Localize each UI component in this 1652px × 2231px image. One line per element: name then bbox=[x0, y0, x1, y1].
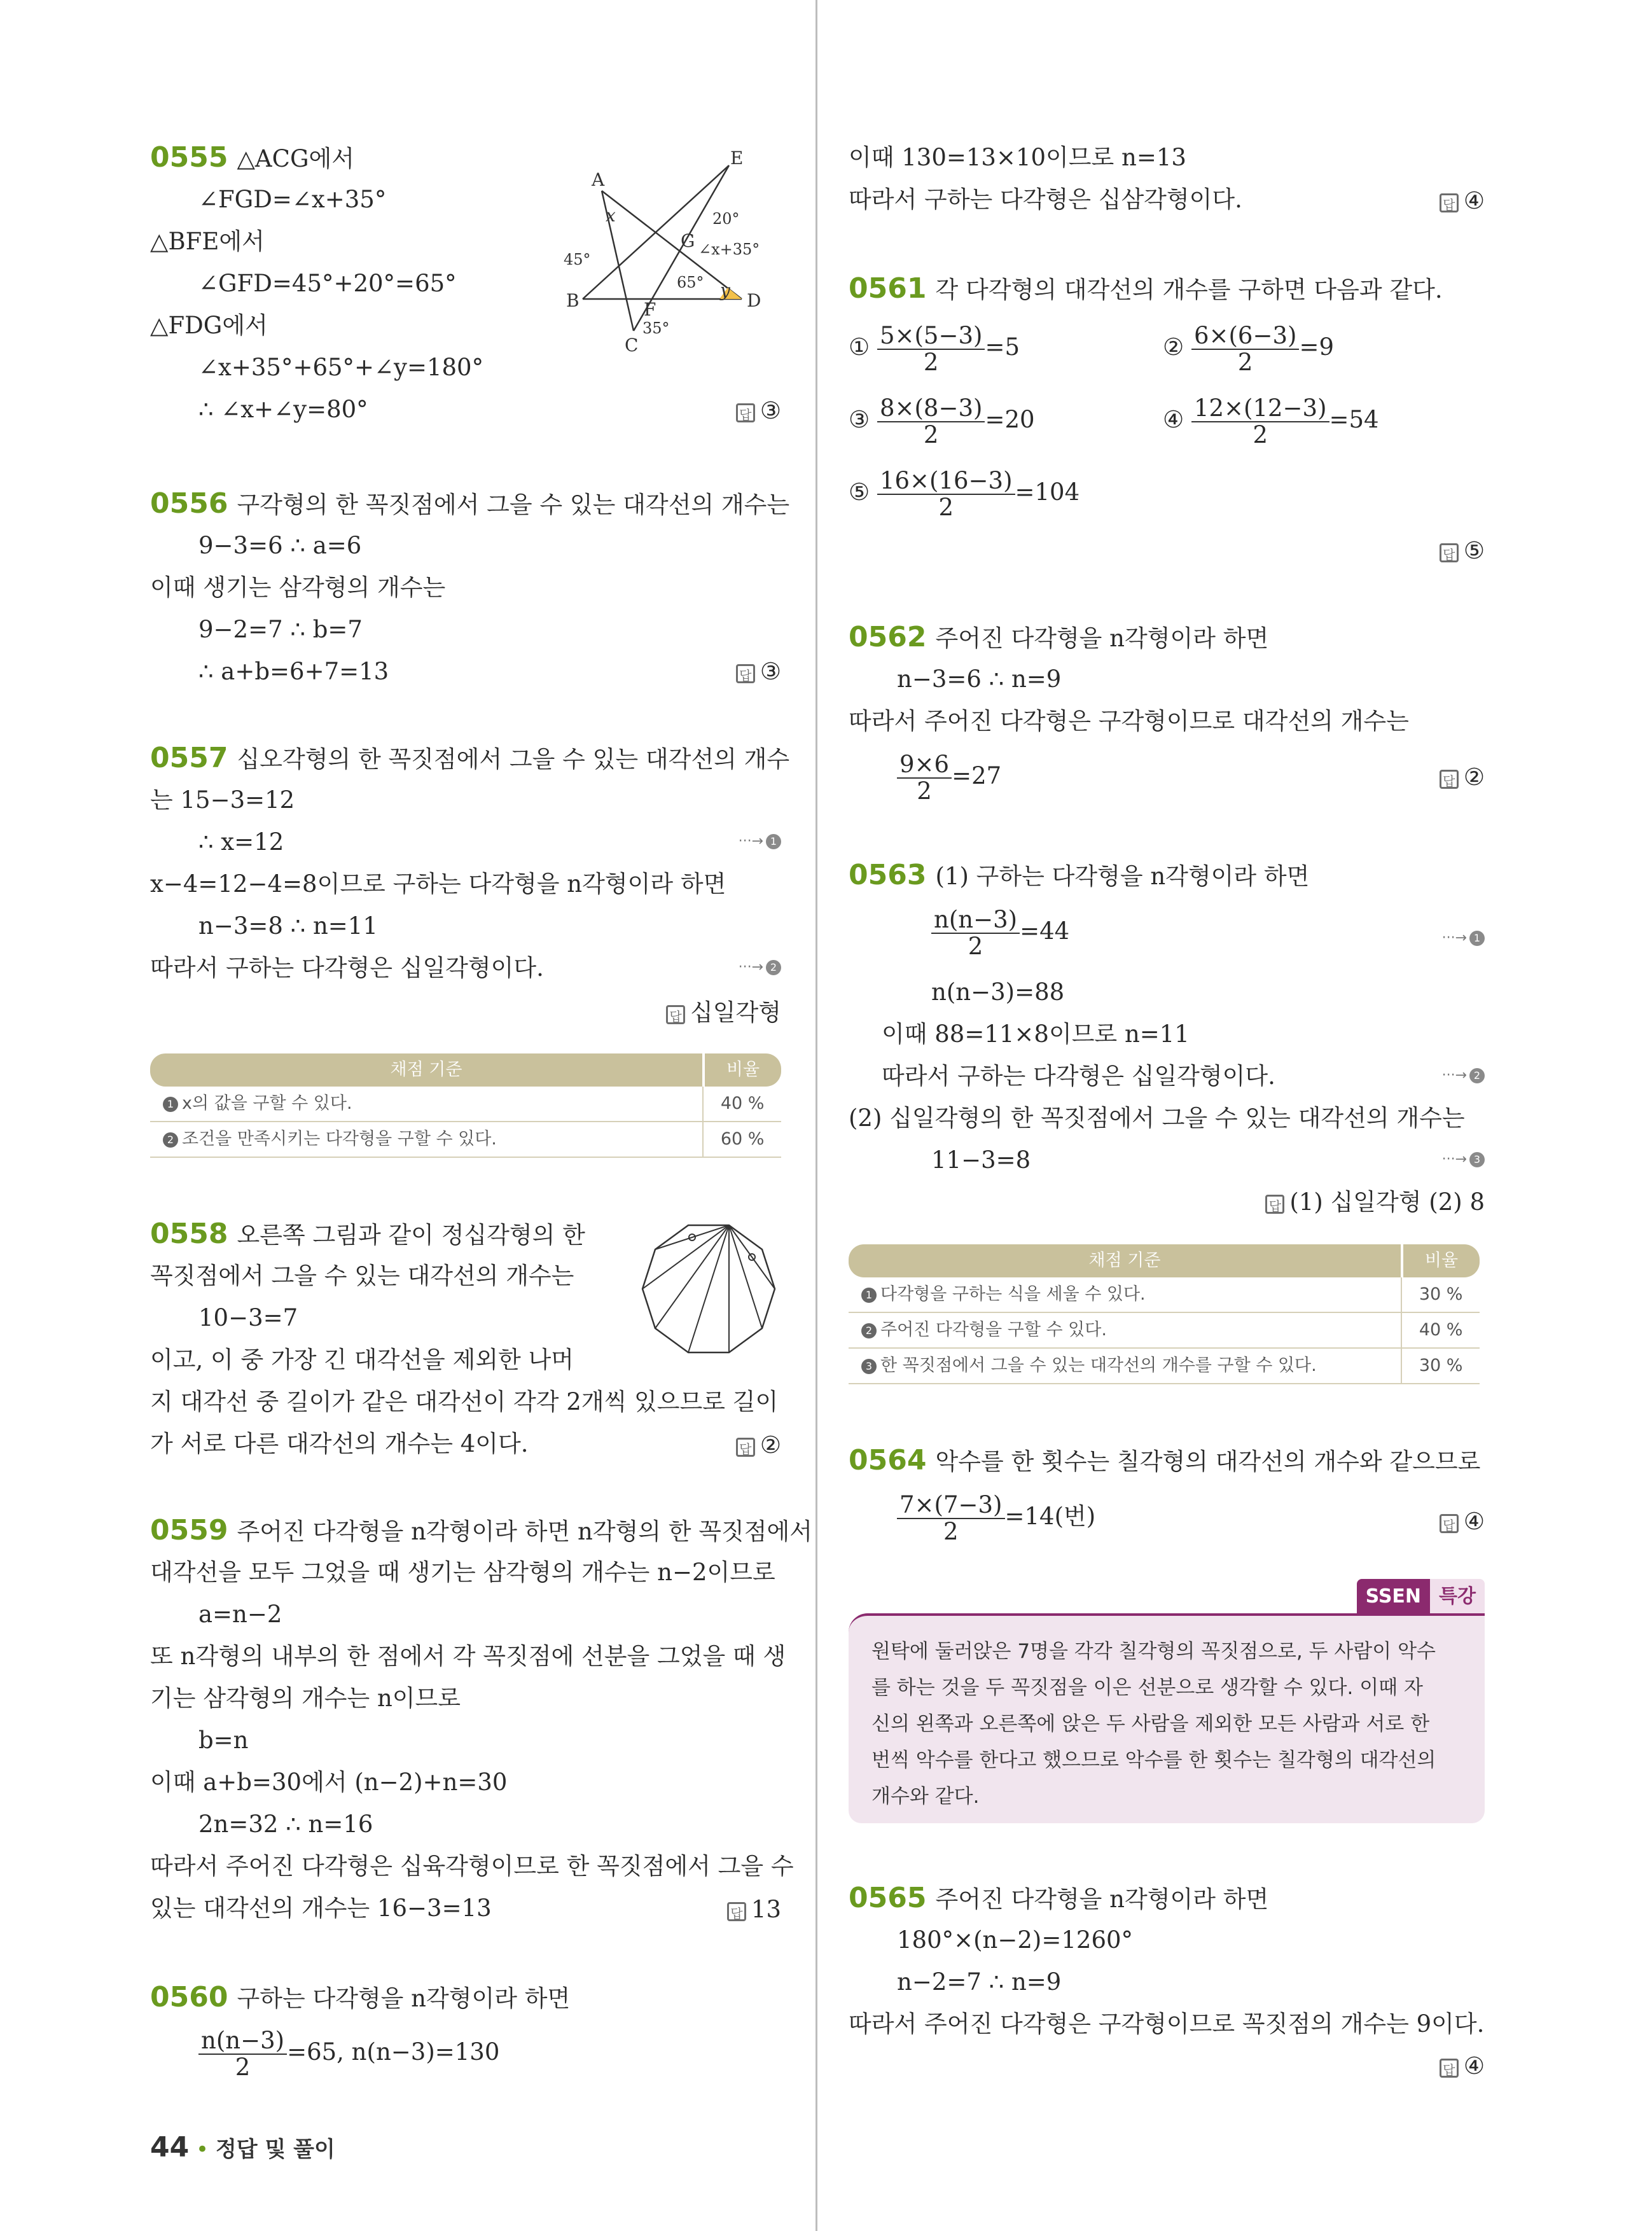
column-divider bbox=[816, 0, 817, 2231]
step-marker-2: ···→ 2 bbox=[739, 959, 781, 975]
diagonal bbox=[655, 1225, 729, 1249]
answer-badge-icon: 답 bbox=[736, 664, 755, 683]
problem-0555-line3: △BFE에서 bbox=[150, 228, 265, 255]
problem-0559-line9: 따라서 주어진 다각형은 십육각형이므로 한 꼭짓점에서 그을 수 bbox=[150, 1852, 794, 1880]
problem-0563-line6: (2) 십일각형의 한 꼭짓점에서 그을 수 있는 대각선의 개수는 bbox=[849, 1104, 1465, 1132]
problem-number: 0563 bbox=[849, 859, 927, 891]
problem-0562-line4: $\frac{9\times 6}{2}$ =27 bbox=[897, 751, 1001, 804]
problem-0560-line4: 따라서 구하는 다각형은 십삼각형이다. bbox=[849, 186, 1242, 213]
table-row: 3 한 꼭짓점에서 그을 수 있는 대각선의 개수를 구할 수 있다. 30 % bbox=[849, 1349, 1480, 1384]
label-45deg: 45° bbox=[564, 251, 591, 268]
label-35deg: 35° bbox=[642, 319, 670, 337]
step-marker-1: ···→ 1 bbox=[1442, 930, 1485, 946]
problem-0557-line6: 따라서 구하는 다각형은 십일각형이다. bbox=[150, 954, 544, 982]
problem-0565-line4: 따라서 주어진 다각형은 구각형이므로 꼭짓점의 개수는 9이다. bbox=[849, 2010, 1485, 2038]
problem-0558-line2: 꼭짓점에서 그을 수 있는 대각선의 개수는 bbox=[150, 1262, 574, 1289]
answer-0563: 답 (1) 십일각형 (2) 8 bbox=[1265, 1188, 1485, 1216]
problem-number: 0565 bbox=[849, 1882, 927, 1914]
diagonal bbox=[729, 1225, 762, 1328]
problem-0563-line2: $\frac{n(n-3)}{2}$ =44 bbox=[931, 906, 1069, 959]
problem-0565-line3: n−2=7 ∴ n=9 bbox=[897, 1968, 1062, 1996]
answer-0559: 답 13 bbox=[727, 1896, 781, 1924]
table-row: 2 조건을 만족시키는 다각형을 구할 수 있다. 60 % bbox=[150, 1122, 781, 1158]
label-B: B bbox=[566, 290, 580, 311]
problem-number: 0557 bbox=[150, 742, 228, 774]
problem-0557-line4: x−4=12−4=8이므로 구하는 다각형을 n각형이라 하면 bbox=[150, 870, 726, 898]
page-number: 44 bbox=[150, 2131, 190, 2164]
problem-number: 0556 bbox=[150, 487, 228, 520]
problem-0559-line3: a=n−2 bbox=[198, 1601, 282, 1628]
ssen-line: 를 하는 것을 두 꼭짓점을 이은 선분으로 생각할 수 있다. 이때 자 bbox=[871, 1676, 1423, 1699]
answer-badge-icon: 답 bbox=[736, 403, 755, 422]
problem-0559-line10: 있는 대각선의 개수는 16−3=13 bbox=[150, 1894, 492, 1922]
problem-0559-line7: 이때 a+b=30에서 (n−2)+n=30 bbox=[150, 1769, 508, 1796]
problem-0560-line1: 0560 구하는 다각형을 n각형이라 하면 bbox=[150, 1981, 571, 2013]
problem-0560-line2: $\frac{n(n-3)}{2}$ =65, n(n−3)=130 bbox=[198, 2027, 499, 2080]
problem-0562-line2: n−3=6 ∴ n=9 bbox=[897, 665, 1062, 693]
problem-0559-line8: 2n=32 ∴ n=16 bbox=[198, 1811, 373, 1838]
problem-0559-line2: 대각선을 모두 그었을 때 생기는 삼각형의 개수는 n−2이므로 bbox=[150, 1559, 775, 1586]
problem-0560-line3: 이때 130=13×10이므로 n=13 bbox=[849, 144, 1186, 171]
problem-0563-line1: 0563 (1) 구하는 다각형을 n각형이라 하면 bbox=[849, 859, 1310, 891]
problem-0561-item3: ③ $\frac{8\times(8-3)}{2}$ =20 bbox=[849, 394, 1035, 448]
problem-0558-line3: 10−3=7 bbox=[198, 1304, 298, 1331]
label-x: x bbox=[606, 205, 616, 226]
problem-0563-line3: n(n−3)=88 bbox=[931, 978, 1065, 1006]
problem-0556-line3: 이때 생기는 삼각형의 개수는 bbox=[150, 574, 446, 601]
problem-0559-line5: 기는 삼각형의 개수는 n이므로 bbox=[150, 1685, 461, 1712]
step-marker-2: ···→ 2 bbox=[1442, 1067, 1485, 1083]
problem-0558-line4: 이고, 이 중 가장 긴 대각선을 제외한 나머 bbox=[150, 1346, 574, 1373]
problem-0557-line1: 0557 십오각형의 한 꼭짓점에서 그을 수 있는 대각선의 개수 bbox=[150, 742, 790, 774]
ssen-line: 번씩 악수를 한다고 했으므로 악수를 한 횟수는 칠각형의 대각선의 bbox=[871, 1749, 1436, 1772]
answer-badge-icon: 답 bbox=[727, 1902, 746, 1921]
problem-0556-line5: ∴ a+b=6+7=13 bbox=[198, 658, 389, 685]
problem-0564-line2: $\frac{7\times(7-3)}{2}$ =14(번) bbox=[897, 1491, 1095, 1545]
answer-0555: 답 ③ bbox=[736, 397, 781, 425]
answer-badge-icon: 답 bbox=[1440, 770, 1459, 789]
fraction: $\frac{n(n-3)}{2}$ bbox=[198, 2028, 287, 2080]
diagonal bbox=[642, 1225, 729, 1289]
page-footer: 44 • 정답 및 풀이 bbox=[150, 2131, 335, 2164]
answer-badge-icon: 답 bbox=[1265, 1195, 1284, 1214]
answer-badge-icon: 답 bbox=[1440, 193, 1459, 212]
segment-BE bbox=[583, 165, 729, 299]
answer-0561: 답 ⑤ bbox=[1440, 537, 1485, 565]
problem-0561-item5: ⑤ $\frac{16\times(16-3)}{2}$ =104 bbox=[849, 466, 1080, 521]
problem-0559-line1: 0559 주어진 다각형을 n각형이라 하면 n각형의 한 꼭짓점에서 bbox=[150, 1514, 813, 1546]
label-65deg: 65° bbox=[677, 274, 704, 291]
ssen-line: 신의 왼쪽과 오른쪽에 앉은 두 사람을 제외한 모든 사람과 서로 한 bbox=[871, 1713, 1430, 1735]
problem-0558-line6: 가 서로 다른 대각선의 개수는 4이다. bbox=[150, 1430, 529, 1457]
problem-0561-item2: ② $\frac{6\times(6-3)}{2}$ =9 bbox=[1163, 321, 1334, 376]
problem-0561-line1: 0561 각 다각형의 대각선의 개수를 구하면 다음과 같다. bbox=[849, 272, 1443, 305]
label-C: C bbox=[625, 335, 639, 356]
problem-0562-line1: 0562 주어진 다각형을 n각형이라 하면 bbox=[849, 621, 1269, 653]
table-row: 1 x의 값을 구할 수 있다. 40 % bbox=[150, 1087, 781, 1122]
answer-0560: 답 ④ bbox=[1440, 187, 1485, 215]
problem-number: 0555 bbox=[150, 141, 228, 174]
label-A: A bbox=[592, 169, 605, 190]
problem-0559-line6: b=n bbox=[198, 1727, 249, 1754]
answer-0556: 답 ③ bbox=[736, 658, 781, 686]
ssen-tag: SSEN 특강 bbox=[1357, 1579, 1485, 1615]
problem-number: 0560 bbox=[150, 1981, 228, 2013]
problem-0565-line1: 0565 주어진 다각형을 n각형이라 하면 bbox=[849, 1882, 1269, 1914]
problem-0562-line3: 따라서 주어진 다각형은 구각형이므로 대각선의 개수는 bbox=[849, 707, 1409, 735]
problem-number: 0561 bbox=[849, 272, 927, 305]
answer-0565: 답 ④ bbox=[1440, 2052, 1485, 2080]
label-E: E bbox=[730, 148, 744, 169]
answer-0557: 답 십일각형 bbox=[666, 999, 781, 1027]
label-x35: ∠x+35° bbox=[698, 240, 760, 258]
answer-badge-icon: 답 bbox=[666, 1005, 685, 1024]
step-marker-1: ···→ 1 bbox=[739, 833, 781, 849]
problem-0556-line4: 9−2=7 ∴ b=7 bbox=[198, 616, 363, 643]
problem-0561-item4: ④ $\frac{12\times(12-3)}{2}$ =54 bbox=[1163, 394, 1379, 448]
problem-0555-line1: 0555 △ACG에서 bbox=[150, 141, 354, 174]
scoring-table-0557 bbox=[150, 1053, 781, 1158]
star-figure bbox=[564, 146, 793, 356]
problem-0555-line4: ∠GFD=45°+20°=65° bbox=[198, 270, 457, 297]
problem-0563-line4: 이때 88=11×8이므로 n=11 bbox=[882, 1020, 1190, 1048]
decagon-figure bbox=[621, 1215, 780, 1374]
table-header: 채점 기준 비율 bbox=[150, 1053, 781, 1087]
problem-0563-line7: 11−3=8 bbox=[931, 1146, 1031, 1174]
footer-label: 정답 및 풀이 bbox=[215, 2137, 335, 2162]
answer-badge-icon: 답 bbox=[1440, 1514, 1459, 1533]
problem-0556-line2: 9−3=6 ∴ a=6 bbox=[198, 532, 362, 559]
problem-0558-line1: 0558 오른쪽 그림과 같이 정십각형의 한 bbox=[150, 1218, 585, 1250]
problem-0555-line6: ∠x+35°+65°+∠y=180° bbox=[198, 354, 484, 381]
label-D: D bbox=[747, 290, 761, 311]
problem-number: 0559 bbox=[150, 1514, 228, 1546]
problem-0561-item1: ① $\frac{5\times(5-3)}{2}$ =5 bbox=[849, 321, 1020, 376]
scoring-table-0563 bbox=[849, 1244, 1480, 1384]
problem-0556-line1: 0556 구각형의 한 꼭짓점에서 그을 수 있는 대각선의 개수는 bbox=[150, 487, 790, 520]
ssen-line: 원탁에 둘러앉은 7명을 각각 칠각형의 꼭짓점으로, 두 사람이 악수 bbox=[871, 1640, 1436, 1663]
problem-0565-line2: 180°×(n−2)=1260° bbox=[897, 1926, 1134, 1954]
ssen-line: 개수와 같다. bbox=[871, 1785, 980, 1808]
problem-0557-line3: ∴ x=12 bbox=[198, 828, 284, 856]
problem-0555-line5: △FDG에서 bbox=[150, 312, 268, 339]
answer-0562: 답 ② bbox=[1440, 763, 1485, 791]
label-y: y bbox=[720, 280, 730, 301]
table-row: 1 다각형을 구하는 식을 세울 수 있다. 30 % bbox=[849, 1277, 1480, 1313]
answer-badge-icon: 답 bbox=[1440, 543, 1459, 562]
problem-0564-line1: 0564 악수를 한 횟수는 칠각형의 대각선의 개수와 같으므로 bbox=[849, 1444, 1481, 1477]
label-F: F bbox=[644, 299, 656, 320]
table-row: 2 주어진 다각형을 구할 수 있다. 40 % bbox=[849, 1313, 1480, 1349]
problem-number: 0564 bbox=[849, 1444, 927, 1477]
problem-0555-line2: ∠FGD=∠x+35° bbox=[198, 186, 387, 213]
answer-badge-icon: 답 bbox=[1440, 2059, 1459, 2078]
diagonal bbox=[688, 1225, 729, 1352]
label-G: G bbox=[681, 230, 695, 251]
diagonal bbox=[729, 1225, 775, 1289]
answer-badge-icon: 답 bbox=[736, 1438, 755, 1457]
problem-0559-line4: 또 n각형의 내부의 한 점에서 각 꼭짓점에 선분을 그었을 때 생 bbox=[150, 1643, 786, 1670]
ssen-box-body bbox=[849, 1613, 1485, 1823]
step-marker-3: ···→ 3 bbox=[1442, 1151, 1485, 1167]
problem-number: 0558 bbox=[150, 1218, 228, 1250]
answer-0558: 답 ② bbox=[736, 1431, 781, 1459]
problem-number: 0562 bbox=[849, 621, 927, 653]
answer-0564: 답 ④ bbox=[1440, 1508, 1485, 1536]
problem-0555-line7: ∴ ∠x+∠y=80° bbox=[198, 396, 368, 423]
problem-0557-line5: n−3=8 ∴ n=11 bbox=[198, 912, 378, 940]
label-20deg: 20° bbox=[712, 210, 740, 228]
problem-0558-line5: 지 대각선 중 길이가 같은 대각선이 각각 2개씩 있으므로 길이 bbox=[150, 1388, 779, 1415]
problem-0563-line5: 따라서 구하는 다각형은 십일각형이다. bbox=[882, 1062, 1275, 1090]
table-header: 채점 기준 비율 bbox=[849, 1244, 1480, 1277]
problem-0557-line2: 는 15−3=12 bbox=[150, 786, 295, 814]
